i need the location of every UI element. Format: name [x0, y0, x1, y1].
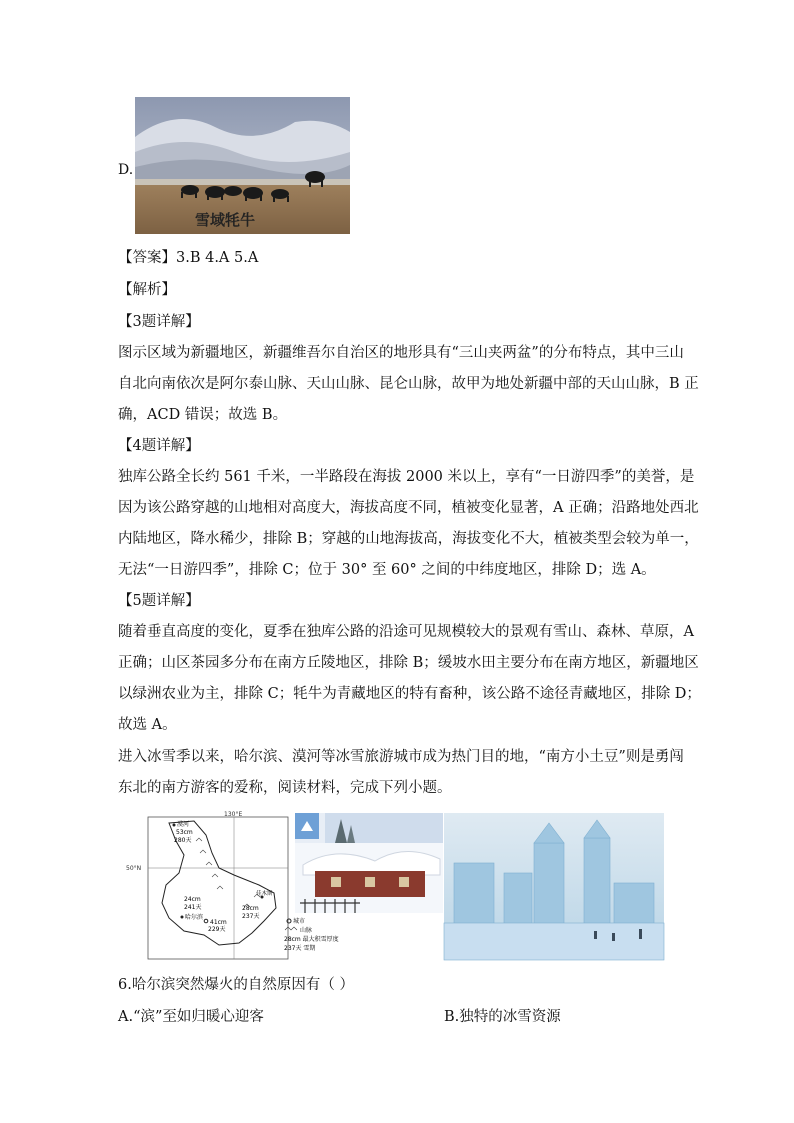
harbin-days-2: 229天 [208, 926, 226, 933]
harbin-depth-1: 24cm [184, 896, 201, 903]
yak-photo-caption: 雪域牦牛 [195, 211, 256, 229]
q4-line-3: 内陆地区，降水稀少，排除 B；穿越的山地海拔高，海拔变化不大，植被类型会较为单一， [118, 531, 699, 547]
q3-title: 【3题详解】 [118, 314, 200, 330]
answer-line: 【答案】3.B 4.A 5.A [118, 250, 259, 266]
legend-depth: 28cm 最大积雪厚度 [284, 936, 339, 943]
harbin-depth-2: 41cm [210, 919, 227, 926]
legend-city: 城市 [293, 918, 306, 925]
q3-line-2: 自北向南依次是阿尔泰山脉、天山山脉、昆仑山脉，故甲为地处新疆中部的天山山脉，B 正 [118, 376, 699, 392]
mohe-depth: 53cm [176, 829, 193, 836]
q4-title: 【4题详解】 [118, 438, 200, 454]
q3-line-1: 图示区域为新疆地区，新疆维吾尔自治区的地形具有“三山夹两盆”的分布特点，其中三山 [118, 345, 684, 361]
jiamusi-days: 237天 [242, 913, 260, 920]
ice-sculpture-photo [444, 813, 664, 960]
q4-line-4: 无法“一日游四季”，排除 C；位于 30° 至 60° 之间的中纬度地区，排除 D；选 A。 [118, 562, 656, 578]
mohe-label: 漠河 [177, 821, 190, 828]
jiamusi-label: 佳木斯 [256, 891, 273, 897]
q5-line-4: 故选 A。 [118, 717, 177, 733]
intro-line-2: 东北的南方游客的爱称，阅读材料，完成下列小题。 [118, 780, 452, 796]
q3-line-3: 确，ACD 错误；故选 B。 [118, 407, 288, 423]
legend-days: 237天 雪期 [284, 945, 316, 952]
harbin-days-1: 241天 [184, 904, 202, 911]
intro-line-1: 进入冰雪季以来，哈尔滨、漠河等冰雪旅游城市成为热门目的地，“南方小土豆”则是勇闯 [118, 749, 684, 765]
legend-mountain: 山脉 [300, 927, 313, 934]
harbin-label: 哈尔滨 [185, 914, 204, 921]
q5-line-1: 随着垂直高度的变化，夏季在独库公路的沿途可见规模较大的景观有雪山、森林、草原，A [118, 624, 694, 640]
analysis-title: 【解析】 [118, 282, 176, 298]
q5-line-2: 正确；山区茶园多分布在南方丘陵地区，排除 B；缓坡水田主要分布在南方地区，新疆地区 [118, 655, 699, 671]
q6-stem: 6.哈尔滨突然爆火的自然原因有（ ） [118, 977, 354, 993]
q6-option-a: A.“滨”至如归暖心迎客 [118, 1009, 264, 1025]
q4-line-1: 独库公路全长约 561 千米，一半路段在海拔 2000 米以上，享有“一日游四季”的美誉，是 [118, 469, 695, 485]
jiamusi-depth: 28cm [242, 905, 259, 912]
mohe-days: 280天 [174, 837, 192, 844]
lon-label: 130°E [224, 811, 243, 818]
heilongjiang-map [124, 813, 292, 960]
q4-line-2: 因为该公路穿越的山地相对高度大，海拔高度不同，植被变化显著，A 正确；沿路地处西北 [118, 500, 699, 516]
q6-option-b: B.独特的冰雪资源 [444, 1009, 561, 1025]
yak-photo [135, 97, 350, 234]
lat-label: 50°N [126, 865, 142, 872]
q5-line-3: 以绿洲农业为主，排除 C；牦牛为青藏地区的特有畜种，该公路不途径青藏地区，排除 D； [118, 686, 701, 702]
option-d-label: D. [118, 162, 134, 178]
q5-title: 【5题详解】 [118, 593, 200, 609]
snow-town-photo [284, 813, 443, 960]
